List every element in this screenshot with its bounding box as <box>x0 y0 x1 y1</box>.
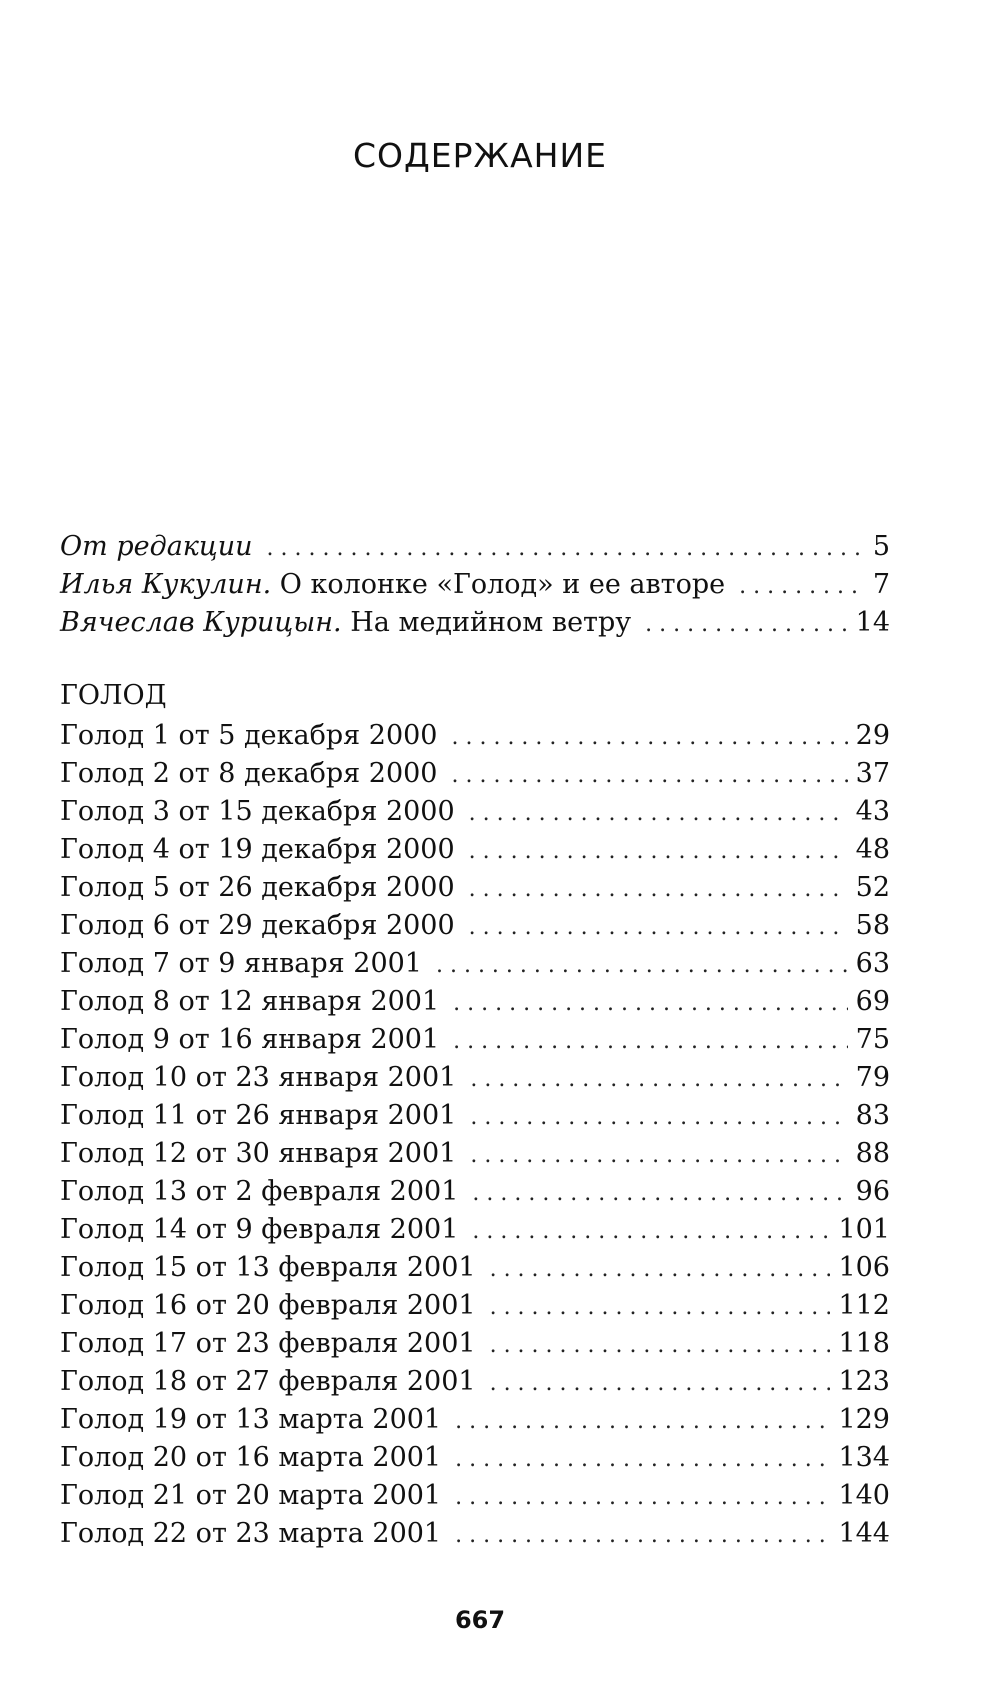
page-number: 667 <box>454 1606 506 1634</box>
leader-dots <box>470 1143 847 1168</box>
toc-entry-page: 129 <box>838 1404 890 1435</box>
toc-entry-page: 63 <box>855 948 890 979</box>
toc-entry[interactable] <box>60 872 890 910</box>
toc-entry-label: Голод 5 от 26 декабря 2000 <box>60 872 455 903</box>
leader-dots <box>470 1067 847 1092</box>
toc-entry-editorial[interactable] <box>60 531 890 569</box>
toc-entry[interactable] <box>60 1328 890 1366</box>
leader-dots <box>455 1447 830 1472</box>
toc-entry-page: 52 <box>855 872 890 903</box>
toc-entry-label: Голод 6 от 29 декабря 2000 <box>60 910 455 941</box>
toc-entry-label: Голод 17 от 23 февраля 2001 <box>60 1328 476 1359</box>
toc-entry-page: 48 <box>855 834 890 865</box>
leader-dots <box>645 612 847 637</box>
toc-entry-label: Голод 3 от 15 декабря 2000 <box>60 796 455 827</box>
leader-dots <box>452 725 848 750</box>
toc-entry[interactable] <box>60 1480 890 1518</box>
leader-dots <box>472 1181 847 1206</box>
toc-entry-page: 14 <box>855 607 890 638</box>
leader-dots <box>469 801 848 826</box>
toc-entry-page: 118 <box>838 1328 890 1359</box>
toc-entry[interactable] <box>60 1100 890 1138</box>
toc-entry-page: 134 <box>838 1442 890 1473</box>
page-title: СОДЕРЖАНИЕ <box>352 136 608 175</box>
leader-dots <box>267 536 862 561</box>
toc-entry[interactable] <box>60 796 890 834</box>
leader-dots <box>469 915 848 940</box>
toc-entry-label: Голод 11 от 26 января 2001 <box>60 1100 457 1131</box>
toc-entry-label: Голод 22 от 23 марта 2001 <box>60 1518 442 1549</box>
toc-entry-page: 75 <box>855 1024 890 1055</box>
toc-entry-label: Голод 16 от 20 февраля 2001 <box>60 1290 476 1321</box>
toc-entry[interactable] <box>60 986 890 1024</box>
toc-entry[interactable] <box>60 1290 890 1328</box>
toc-entry-text: На медийном ветру <box>341 607 632 638</box>
toc-entry-label: Голод 18 от 27 февраля 2001 <box>60 1366 476 1397</box>
toc-entry[interactable] <box>60 1176 890 1214</box>
leader-dots <box>490 1371 831 1396</box>
leader-dots <box>436 953 848 978</box>
toc-entry-label: Голод 12 от 30 января 2001 <box>60 1138 457 1169</box>
section-heading: ГОЛОД <box>60 680 167 711</box>
toc-entry[interactable] <box>60 1404 890 1442</box>
leader-dots <box>490 1295 831 1320</box>
toc-entry-label: Голод 9 от 16 января 2001 <box>60 1024 440 1055</box>
toc-entry-label: Голод 21 от 20 марта 2001 <box>60 1480 442 1511</box>
toc-entry-label <box>60 607 631 638</box>
toc-entry-author: От редакции <box>60 531 253 562</box>
toc-entry-page: 96 <box>855 1176 890 1207</box>
toc-entry-page: 79 <box>855 1062 890 1093</box>
toc-entry[interactable] <box>60 1214 890 1252</box>
leader-dots <box>453 991 847 1016</box>
toc-entry[interactable] <box>60 948 890 986</box>
toc-entry-page: 88 <box>855 1138 890 1169</box>
toc-entry-page: 58 <box>855 910 890 941</box>
toc-entry-label: Голод 13 от 2 февраля 2001 <box>60 1176 459 1207</box>
toc-entry-label: Голод 10 от 23 января 2001 <box>60 1062 457 1093</box>
leader-dots <box>455 1523 830 1548</box>
toc-entry[interactable] <box>60 720 890 758</box>
toc-entry[interactable] <box>60 758 890 796</box>
toc-entry-page: 112 <box>838 1290 890 1321</box>
toc-entry[interactable] <box>60 1138 890 1176</box>
toc-entry-page: 144 <box>838 1518 890 1549</box>
leader-dots <box>739 574 862 599</box>
leader-dots <box>490 1333 831 1358</box>
toc-entry-page: 7 <box>872 569 890 600</box>
toc-entry-page: 29 <box>855 720 890 751</box>
leader-dots <box>470 1105 847 1130</box>
toc-entry-label <box>60 531 253 562</box>
toc-entry-page: 37 <box>855 758 890 789</box>
toc-entry-label: Голод 8 от 12 января 2001 <box>60 986 440 1017</box>
toc-entry-label: Голод 4 от 19 декабря 2000 <box>60 834 455 865</box>
toc-entry-label: Голод 14 от 9 февраля 2001 <box>60 1214 459 1245</box>
toc-entry-text: О колонке «Голод» и ее авторе <box>271 569 726 600</box>
toc-entry-page: 106 <box>838 1252 890 1283</box>
leader-dots <box>455 1409 830 1434</box>
leader-dots <box>469 839 848 864</box>
toc-entry[interactable] <box>60 1252 890 1290</box>
toc-entry[interactable] <box>60 1024 890 1062</box>
toc-entry-label: Голод 2 от 8 декабря 2000 <box>60 758 438 789</box>
leader-dots <box>472 1219 830 1244</box>
leader-dots <box>455 1485 830 1510</box>
toc-entry-page: 69 <box>855 986 890 1017</box>
toc-entry-author: Вячеслав Курицын. <box>60 607 342 638</box>
leader-dots <box>452 763 848 788</box>
toc-entry-label: Голод 1 от 5 декабря 2000 <box>60 720 438 751</box>
toc-entry-label: Голод 7 от 9 января 2001 <box>60 948 422 979</box>
toc-entry-label: Голод 20 от 16 марта 2001 <box>60 1442 442 1473</box>
toc-entry[interactable] <box>60 1062 890 1100</box>
toc-entry-page: 123 <box>838 1366 890 1397</box>
toc-entry[interactable] <box>60 910 890 948</box>
toc-entry-page: 140 <box>838 1480 890 1511</box>
leader-dots <box>490 1257 831 1282</box>
toc-entry-page: 83 <box>855 1100 890 1131</box>
toc-entry-kuritsyn[interactable] <box>60 607 890 645</box>
toc-entry-label: Голод 15 от 13 февраля 2001 <box>60 1252 476 1283</box>
toc-entry[interactable] <box>60 834 890 872</box>
toc-entry-page: 43 <box>855 796 890 827</box>
toc-entry-label: Голод 19 от 13 марта 2001 <box>60 1404 442 1435</box>
leader-dots <box>469 877 848 902</box>
toc-entry[interactable] <box>60 1442 890 1480</box>
toc-entry[interactable] <box>60 1518 890 1556</box>
leader-dots <box>453 1029 847 1054</box>
toc-entry[interactable] <box>60 1366 890 1404</box>
toc-entry-author: Илья Кукулин. <box>60 569 272 600</box>
toc-entry-page: 101 <box>838 1214 890 1245</box>
toc-entry-label <box>60 569 725 600</box>
toc-entry-page: 5 <box>872 531 890 562</box>
toc-entry-kukulin[interactable] <box>60 569 890 607</box>
